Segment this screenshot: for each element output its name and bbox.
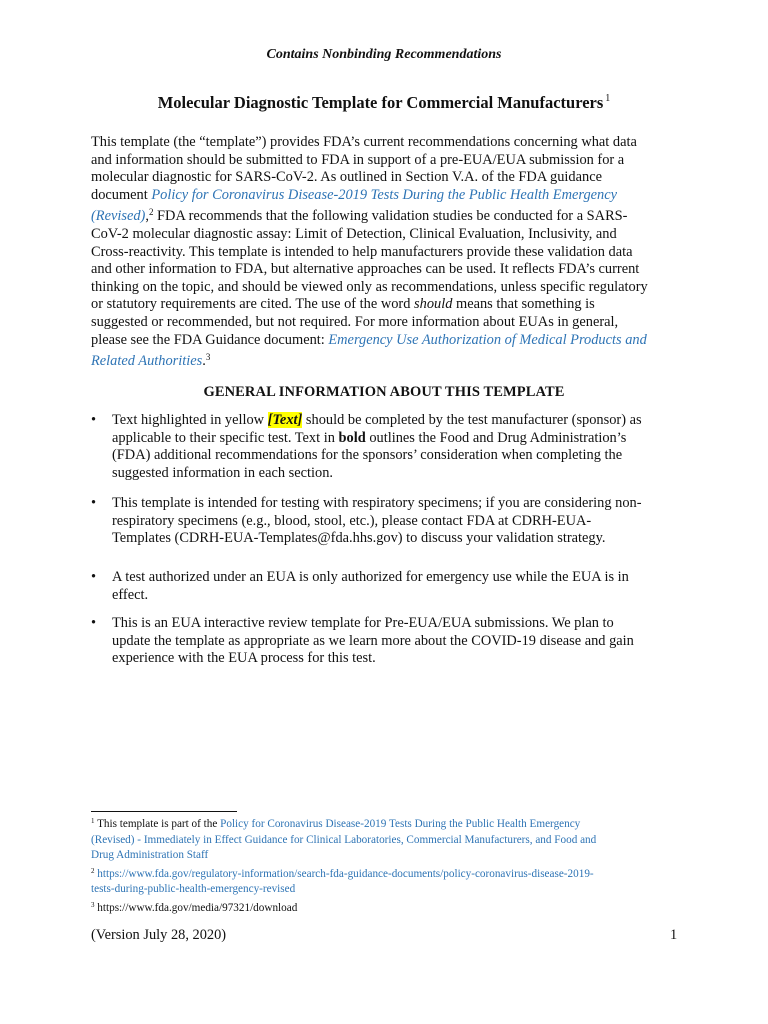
- footnote-2-cont: [91, 882, 691, 898]
- list-line: [112, 412, 692, 430]
- intro-line: (Revised),$^2$ FDA recommends that the following validation studies be conducted for a SARS-: [91, 207, 628, 225]
- bullet-icon: •: [91, 495, 97, 511]
- bullet-icon: •: [91, 569, 97, 585]
- footnote-2: [91, 864, 691, 883]
- bullet-icon: •: [91, 412, 97, 428]
- intro-line: [91, 187, 691, 205]
- section-heading: GENERAL INFORMATION ABOUT THIS TEMPLATE: [203, 384, 565, 400]
- intro-text: means that something is: [452, 296, 595, 313]
- list-line: (FDA) additional recommendations for the sponsors’ consideration when completing the: [112, 447, 623, 464]
- title-footnote-ref[interactable]: 1: [605, 93, 611, 104]
- policy-guidance-link[interactable]: Policy for Coronavirus Disease-2019 Tests During the Public Health Emergency: [151, 186, 617, 203]
- list-line: A test authorized under an EUA is only authorized for emergency use while the EUA is in: [112, 569, 629, 585]
- list-text: applicable to their specific test. Text in: [112, 429, 339, 446]
- list-line: experience with the EUA process for this test.: [112, 650, 376, 667]
- list-item-text: [112, 495, 692, 548]
- highlighted-placeholder: [Text]: [267, 412, 303, 428]
- list-line: respiratory specimens (e.g., blood, stool, etc.), please contact FDA at CDRH-EUA-: [112, 512, 592, 529]
- policy-guidance-link-cont[interactable]: (Revised): [91, 208, 146, 225]
- footnote-1-cont: [91, 833, 691, 849]
- list-item-text: [112, 569, 692, 604]
- footnote-1: [91, 814, 691, 833]
- eua-guidance-link[interactable]: Emergency Use Authorization of Medical Products and: [328, 331, 647, 348]
- intro-line: Related Authorities.$^3$: [91, 352, 211, 370]
- footnotes: [91, 814, 691, 917]
- list-text: outlines the Food and Drug Administration’s: [365, 429, 627, 446]
- eua-guidance-link-cont[interactable]: Related Authorities: [91, 353, 203, 370]
- list-item-text: [112, 412, 692, 482]
- emphasis-should: should: [414, 296, 453, 313]
- title-text: Molecular Diagnostic Template for Commercial Manufacturers: [157, 93, 604, 112]
- footnote-2-link[interactable]: tests-during-public-health-emergency-revised: [91, 883, 296, 896]
- footnote-divider: [91, 811, 237, 812]
- intro-line: molecular diagnostic for SARS-CoV-2. As outlined in Section V.A. of the FDA guidance: [91, 169, 602, 186]
- intro-line: This template (the “template”) provides FDA’s current recommendations concerning what data: [91, 134, 637, 150]
- list-text: should be completed by the test manufacturer (sponsor) as: [302, 412, 642, 428]
- list-line: effect.: [112, 586, 149, 603]
- list-line: [112, 430, 692, 448]
- list-text: Text highlighted in yellow: [112, 412, 268, 428]
- page-header: Contains Nonbinding Recommendations: [266, 47, 502, 62]
- footnote-3: [91, 898, 691, 917]
- intro-line: and other information to FDA, but alternative approaches can be used. It reflects FDA’s current: [91, 261, 640, 278]
- intro-line: and information should be submitted to FDA in support of a pre-EUA/EUA submission for a: [91, 151, 625, 168]
- page-number: 1: [670, 927, 678, 943]
- intro-line: suggested or recommended, but not required. For more information about EUAs in general,: [91, 313, 619, 330]
- footnote-1-link[interactable]: Policy for Coronavirus Disease-2019 Tests During the Public Health Emergency: [220, 818, 581, 830]
- list-item-text: [112, 615, 692, 668]
- intro-line: [91, 332, 691, 350]
- document-title: [0, 93, 768, 113]
- list-line: update the template as appropriate as we learn more about the COVID-19 disease and gain: [112, 632, 634, 649]
- bold-word: bold: [338, 429, 366, 446]
- intro-text: FDA recommends that the following validation studies be conducted for a SARS-: [153, 208, 628, 225]
- footnote-1-link[interactable]: (Revised) - Immediately in Effect Guidance for Clinical Laboratories, Commercial Manufacturers, and Food and: [91, 833, 597, 846]
- version-label: (Version July 28, 2020): [91, 927, 227, 943]
- intro-line: CoV-2 molecular diagnostic assay: Limit of Detection, Clinical Evaluation, Inclusivity, and: [91, 225, 617, 242]
- intro-line: [91, 296, 691, 314]
- footnote-1-cont: [91, 848, 691, 864]
- footnote-1-link[interactable]: Drug Administration Staff: [91, 849, 209, 862]
- footnote-ref-3[interactable]: 3: [205, 352, 211, 363]
- footnote-text: https://www.fda.gov/media/97321/download: [94, 901, 298, 914]
- list-line: Templates (CDRH-EUA-Templates@fda.hhs.gov) to discuss your validation strategy.: [112, 530, 606, 547]
- intro-line: thinking on the topic, and should be viewed only as recommendations, unless specific regulatory: [91, 278, 648, 295]
- footnote-number: 2: [91, 866, 95, 875]
- intro-text: or statutory requirements are cited. The use of the word: [91, 296, 415, 313]
- intro-text: please see the FDA Guidance document:: [91, 331, 329, 348]
- intro-text: document: [91, 186, 152, 203]
- footnote-number: 1: [91, 817, 95, 825]
- footnote-text: This template is part of the: [94, 818, 221, 830]
- footnote-number: 3: [91, 900, 95, 909]
- bullet-icon: •: [91, 615, 97, 631]
- list-line: This is an EUA interactive review template for Pre-EUA/EUA submissions. We plan to: [112, 615, 614, 631]
- intro-line: Cross-reactivity. This template is intended to help manufacturers provide these validation data: [91, 243, 633, 260]
- footnote-2-link[interactable]: https://www.fda.gov/regulatory-information/search-fda-guidance-documents/policy-coronavirus-disease-2019-: [94, 867, 594, 880]
- footnote-ref-2[interactable]: 2: [148, 207, 154, 218]
- list-line: This template is intended for testing with respiratory specimens; if you are considering non-: [112, 495, 642, 511]
- intro-paragraph: [91, 134, 691, 371]
- list-line: suggested information in each section.: [112, 464, 333, 481]
